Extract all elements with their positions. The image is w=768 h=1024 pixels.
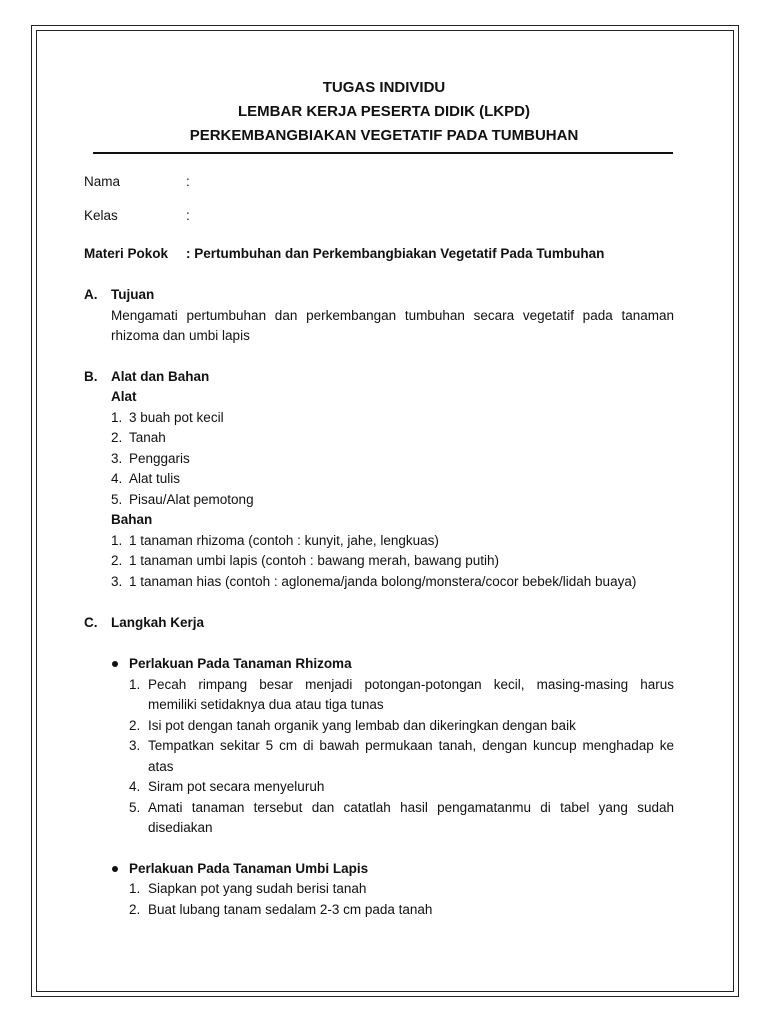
title-line-2: LEMBAR KERJA PESERTA DIDIK (LKPD) <box>238 103 530 120</box>
section-a-heading: Tujuan <box>111 287 155 302</box>
list-number: 1. <box>111 533 123 548</box>
section-b-heading: Alat dan Bahan <box>111 369 210 384</box>
bullet-icon <box>112 866 118 872</box>
alat-item: Penggaris <box>129 451 190 466</box>
nama-colon: : <box>186 174 190 189</box>
bahan-item: 1 tanaman rhizoma (contoh : kunyit, jahe, lengkuas) <box>129 533 439 548</box>
list-number: 2. <box>129 718 141 733</box>
bahan-item: 1 tanaman hias (contoh : aglonema/janda bolong/monstera/cocor bebek/lidah buaya) <box>129 574 637 589</box>
list-number: 2. <box>129 902 141 917</box>
rhizoma-step-1-line2: memiliki setidaknya dua atau tiga tunas <box>148 697 384 712</box>
list-number: 4. <box>111 471 123 486</box>
kelas-label: Kelas <box>84 208 118 223</box>
alat-item: Pisau/Alat pemotong <box>129 492 254 507</box>
section-a-text-line1: Mengamati pertumbuhan dan perkembangan tumbuhan secara vegetatif pada tanaman <box>111 308 674 323</box>
umbi-step: Siapkan pot yang sudah berisi tanah <box>148 881 367 896</box>
section-b-marker: B. <box>84 369 98 384</box>
alat-heading: Alat <box>111 389 137 404</box>
alat-item: Tanah <box>129 430 166 445</box>
umbi-step: Buat lubang tanam sedalam 2-3 cm pada tanah <box>148 902 433 917</box>
alat-item: Alat tulis <box>129 471 181 486</box>
section-c-marker: C. <box>84 615 98 630</box>
nama-label: Nama <box>84 174 121 189</box>
list-number: 2. <box>111 553 123 568</box>
list-number: 3. <box>111 451 123 466</box>
section-a-marker: A. <box>84 287 98 302</box>
list-number: 1. <box>129 677 141 692</box>
title-line-3: PERKEMBANGBIAKAN VEGETATIF PADA TUMBUHAN <box>189 127 579 144</box>
rhizoma-step-5-line2: disediakan <box>148 820 213 835</box>
rhizoma-step-3-line1: Tempatkan sekitar 5 cm di bawah permukaan tanah, dengan kuncup menghadap ke <box>148 738 674 753</box>
list-number: 4. <box>129 779 141 794</box>
rhizoma-step-3-line2: atas <box>148 759 174 774</box>
list-number: 3. <box>129 738 141 753</box>
umbi-heading: Perlakuan Pada Tanaman Umbi Lapis <box>129 861 369 876</box>
list-number: 2. <box>111 430 123 445</box>
page-border-inner <box>36 30 734 992</box>
kelas-colon: : <box>186 208 190 223</box>
title-divider <box>93 152 673 154</box>
alat-item: 3 buah pot kecil <box>129 410 224 425</box>
list-number: 3. <box>111 574 123 589</box>
rhizoma-step-5-line1: Amati tanaman tersebut dan catatlah hasil pengamatanmu di tabel yang sudah <box>148 800 674 815</box>
rhizoma-step-2: Isi pot dengan tanah organik yang lembab dan dikeringkan dengan baik <box>148 718 576 733</box>
list-number: 1. <box>111 410 123 425</box>
section-c-heading: Langkah Kerja <box>111 615 205 630</box>
rhizoma-step-4: Siram pot secara menyeluruh <box>148 779 325 794</box>
rhizoma-step-1-line1: Pecah rimpang besar menjadi potongan-potongan kecil, masing-masing harus <box>148 677 674 692</box>
materi-label: Materi Pokok <box>84 246 169 261</box>
list-number: 1. <box>129 881 141 896</box>
bahan-item: 1 tanaman umbi lapis (contoh : bawang merah, bawang putih) <box>129 553 499 568</box>
list-number: 5. <box>111 492 123 507</box>
section-a-text-line2: rhizoma dan umbi lapis <box>111 328 250 343</box>
list-number: 5. <box>129 800 141 815</box>
title-line-1: TUGAS INDIVIDU <box>322 79 446 96</box>
rhizoma-heading: Perlakuan Pada Tanaman Rhizoma <box>129 656 352 671</box>
bullet-icon <box>112 661 118 667</box>
materi-value: : Pertumbuhan dan Perkembangbiakan Vegetatif Pada Tumbuhan <box>186 246 605 261</box>
bahan-heading: Bahan <box>111 512 153 527</box>
